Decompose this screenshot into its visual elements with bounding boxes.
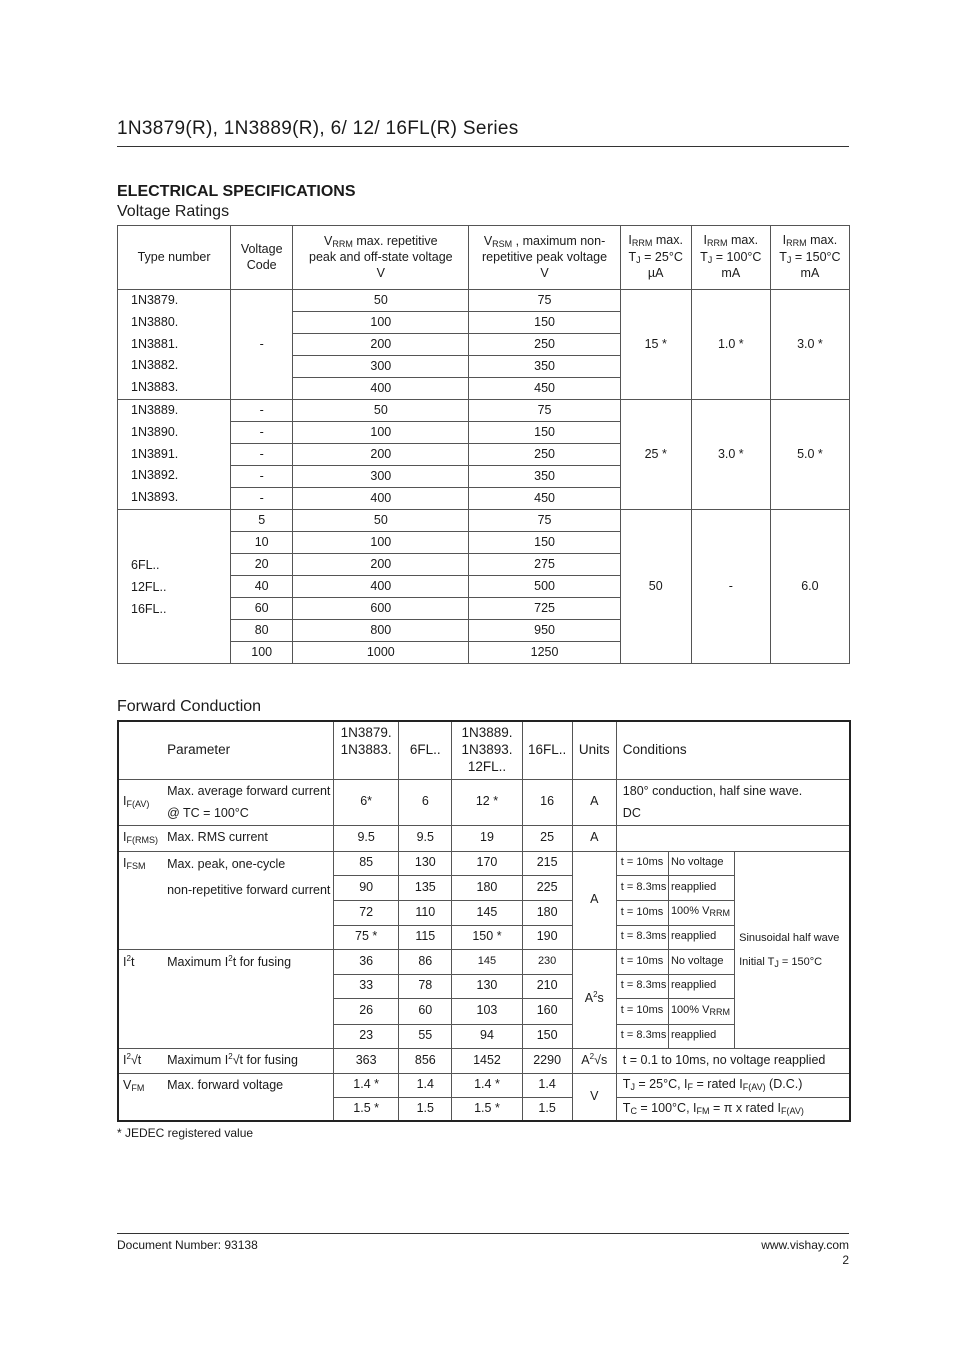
cell: 400 (293, 576, 469, 598)
header-units: Units (572, 721, 616, 779)
cell: t = 10ms (616, 998, 668, 1024)
sine-conditions: Sinusoidal half wave Initial $T_J = 150^\circ C$ (735, 851, 850, 1048)
vfm-row (118, 1073, 850, 1097)
i2t-unit: $A^2s$ (572, 949, 616, 1048)
header-col3: 1N3889. 1N3893. 12FL.. (452, 721, 522, 779)
cell: 350 (469, 356, 620, 378)
i2t-desc: Maximum $I^2t$ for fusing (163, 949, 333, 1048)
cell: 19 (452, 825, 522, 851)
header-voltage-code: Voltage Code (231, 226, 293, 290)
cell: - (231, 400, 293, 422)
cell: 450 (469, 488, 620, 510)
cell: 50 (293, 510, 469, 532)
cell: 350 (469, 466, 620, 488)
cell: 200 (293, 554, 469, 576)
cell: 1.5 (522, 1097, 572, 1121)
cell: 6* (334, 779, 399, 825)
cell: 450 (469, 378, 620, 400)
cell: 94 (452, 1024, 522, 1048)
voltage-header-row (118, 226, 850, 290)
cell: 190 (522, 925, 572, 949)
cell: 950 (469, 620, 620, 642)
table-row (118, 510, 850, 532)
cell: 80 (231, 620, 293, 642)
ifrms-row (118, 825, 850, 851)
i2rt-conditions: t = 0.1 to 10ms, no voltage reapplied (616, 1048, 850, 1073)
cell: 1.4 (522, 1073, 572, 1097)
cell: - (231, 466, 293, 488)
cell: 100 (231, 642, 293, 664)
ifsm-unit: A (572, 851, 616, 949)
group3-irrm25: 50 (620, 510, 691, 664)
cell: 100% $V_{RRM}$ (668, 998, 734, 1024)
vfm-unit: V (572, 1073, 616, 1121)
cell: - (231, 488, 293, 510)
cell: 40 (231, 576, 293, 598)
cell: 150 (469, 312, 620, 334)
cell: 180 (522, 900, 572, 925)
group1-irrm100: 1.0 * (691, 290, 770, 400)
cell: t = 10ms (616, 949, 668, 974)
cell: 6 (399, 779, 452, 825)
header-irrm-100: $I_{RRM}$ max. $T_J = 100^\circ C$ mA (691, 226, 770, 290)
group3-irrm100: - (691, 510, 770, 664)
ifav-row (118, 779, 850, 825)
i2rt-symbol: $I^2√t$ (118, 1048, 163, 1073)
cell: 300 (293, 356, 469, 378)
cell: t = 8.3ms (616, 875, 668, 900)
section-title: ELECTRICAL SPECIFICATIONS (117, 183, 356, 200)
group3-types: 6FL.. 12FL.. 16FL.. (118, 510, 231, 664)
cell: 210 (522, 974, 572, 998)
cell: 20 (231, 554, 293, 576)
header-type-number: Type number (118, 226, 231, 290)
cell: 800 (293, 620, 469, 642)
cell: 85 (334, 851, 399, 875)
header-symbol (118, 721, 163, 779)
page-title: 1N3879(R), 1N3889(R), 6/ 12/ 16FL(R) Series (117, 118, 519, 139)
cell: 500 (469, 576, 620, 598)
group1-irrm150: 3.0 * (770, 290, 849, 400)
cell: 160 (522, 998, 572, 1024)
cell: 23 (334, 1024, 399, 1048)
vfm-desc: Max. forward voltage (163, 1073, 333, 1121)
cell: 55 (399, 1024, 452, 1048)
header-col1: 1N3879. 1N3883. (334, 721, 399, 779)
header-col4: 16FL.. (522, 721, 572, 779)
cell: 230 (522, 949, 572, 974)
ifav-conditions: 180° conduction, half sine wave. DC (616, 779, 850, 825)
cell: 78 (399, 974, 452, 998)
cell: 75 (469, 510, 620, 532)
cell: 1250 (469, 642, 620, 664)
cell: 170 (452, 851, 522, 875)
cell: 250 (469, 444, 620, 466)
page-number: 2 (842, 1253, 849, 1267)
document-number: Document Number: 93138 (117, 1238, 258, 1252)
ifsm-symbol: $I_{FSM}$ (118, 851, 163, 949)
cell: 26 (334, 998, 399, 1024)
cell: reapplied (668, 974, 734, 998)
table-row (118, 400, 850, 422)
cell: 2290 (522, 1048, 572, 1073)
cell: 100 (293, 422, 469, 444)
cell: 225 (522, 875, 572, 900)
header-vrsm: $V_{RSM}$ , maximum non- repetitive peak voltage V (469, 226, 620, 290)
i2rt-row (118, 1048, 850, 1073)
voltage-ratings-table (117, 225, 850, 664)
cell: 1.4 * (334, 1073, 399, 1097)
group1-code: - (231, 290, 293, 400)
group1-irrm25: 15 * (620, 290, 691, 400)
title-divider (117, 146, 849, 147)
cell: 145 (452, 949, 522, 974)
i2rt-unit: $A^2√s$ (572, 1048, 616, 1073)
cell: 12 * (452, 779, 522, 825)
website-link[interactable]: www.vishay.com (761, 1238, 849, 1252)
cell: 75 * (334, 925, 399, 949)
cell: No voltage (668, 851, 734, 875)
ifrms-symbol: $I_{F(RMS)}$ (118, 825, 163, 851)
cell: 250 (469, 334, 620, 356)
cell: 145 (452, 900, 522, 925)
header-vrrm: $V_{RRM}$ max. repetitive peak and off-state voltage V (293, 226, 469, 290)
group2-irrm25: 25 * (620, 400, 691, 510)
cell: 180 (452, 875, 522, 900)
cell: 5 (231, 510, 293, 532)
cell: 16 (522, 779, 572, 825)
cell: 33 (334, 974, 399, 998)
cell: 215 (522, 851, 572, 875)
cell: 75 (469, 290, 620, 312)
cell: 400 (293, 488, 469, 510)
cell: A (572, 825, 616, 851)
cell: 72 (334, 900, 399, 925)
cell: 1000 (293, 642, 469, 664)
cell: A (572, 779, 616, 825)
cell: 130 (399, 851, 452, 875)
cell: 9.5 (334, 825, 399, 851)
cell: 115 (399, 925, 452, 949)
cell: 36 (334, 949, 399, 974)
cell: - (231, 422, 293, 444)
i2rt-desc: Maximum $I^2√t$ for fusing (163, 1048, 333, 1073)
ifrms-conditions (616, 825, 850, 851)
cell: 150 * (452, 925, 522, 949)
cell: 86 (399, 949, 452, 974)
header-irrm-25: $I_{RRM}$ max. $T_J = 25^\circ C$ µA (620, 226, 691, 290)
cell: 200 (293, 334, 469, 356)
forward-conduction-table (117, 720, 851, 1122)
cell: 1.5 * (452, 1097, 522, 1121)
cell: 75 (469, 400, 620, 422)
ifrms-desc: Max. RMS current (163, 825, 333, 851)
footer-divider (117, 1233, 849, 1234)
header-irrm-150: $I_{RRM}$ max. $T_J = 150^\circ C$ mA (770, 226, 849, 290)
header-col2: 6FL.. (399, 721, 452, 779)
cell: - (231, 444, 293, 466)
header-parameter: Parameter (163, 721, 333, 779)
ifsm-desc: Max. peak, one-cycle non-repetitive forward current (163, 851, 333, 949)
cell: 103 (452, 998, 522, 1024)
ifav-desc: Max. average forward current @ TC = 100°C (163, 779, 333, 825)
vfm-symbol: $V_{FM}$ (118, 1073, 163, 1121)
cell: 1.5 (399, 1097, 452, 1121)
cell: 856 (399, 1048, 452, 1073)
cell: 100% $V_{RRM}$ (668, 900, 734, 925)
cell: t = 8.3ms (616, 925, 668, 949)
group2-irrm150: 5.0 * (770, 400, 849, 510)
ifsm-row (118, 851, 850, 875)
cell: 363 (334, 1048, 399, 1073)
cell: t = 10ms (616, 851, 668, 875)
cell: reapplied (668, 925, 734, 949)
cell: 300 (293, 466, 469, 488)
i2t-symbol: $I^2t$ (118, 949, 163, 1048)
cell: reapplied (668, 875, 734, 900)
cell: 90 (334, 875, 399, 900)
table-row (118, 290, 850, 312)
cell: 200 (293, 444, 469, 466)
cell: 50 (293, 290, 469, 312)
cell: 150 (469, 532, 620, 554)
cell: 275 (469, 554, 620, 576)
cell: reapplied (668, 1024, 734, 1048)
cell: t = 10ms (616, 900, 668, 925)
cell: 400 (293, 378, 469, 400)
cell: 10 (231, 532, 293, 554)
cell: 150 (522, 1024, 572, 1048)
cell: 9.5 (399, 825, 452, 851)
cell: 600 (293, 598, 469, 620)
cell: 150 (469, 422, 620, 444)
ifav-symbol: $I_{F(AV)}$ (118, 779, 163, 825)
cell: 100 (293, 312, 469, 334)
cell: 60 (231, 598, 293, 620)
cell: 725 (469, 598, 620, 620)
group2-irrm100: 3.0 * (691, 400, 770, 510)
cell: t = 8.3ms (616, 1024, 668, 1048)
cell: 100 (293, 532, 469, 554)
vfm-cond1: $T_J = 25^\circ C$, $I_F$ = rated $I_{F(AV)}$ (D.C.) (616, 1073, 850, 1097)
cell: 60 (399, 998, 452, 1024)
cell: 1.5 * (334, 1097, 399, 1121)
header-conditions: Conditions (616, 721, 850, 779)
cell: 25 (522, 825, 572, 851)
voltage-ratings-title: Voltage Ratings (117, 203, 230, 220)
footnote: * JEDEC registered value (117, 1126, 254, 1140)
vfm-cond2: $T_C = 100^\circ C$, $I_{FM} = \pi$ x rated $I_{F(AV)}$ (616, 1097, 850, 1121)
group1-types: 1N3879. 1N3880. 1N3881. 1N3882. 1N3883. (118, 290, 231, 400)
cell: 1.4 (399, 1073, 452, 1097)
cell: 130 (452, 974, 522, 998)
cell: 50 (293, 400, 469, 422)
cell: 110 (399, 900, 452, 925)
group3-irrm150: 6.0 (770, 510, 849, 664)
cell: No voltage (668, 949, 734, 974)
group2-types: 1N3889. 1N3890. 1N3891. 1N3892. 1N3893. (118, 400, 231, 510)
cell: 1.4 * (452, 1073, 522, 1097)
cell: 1452 (452, 1048, 522, 1073)
cell: t = 8.3ms (616, 974, 668, 998)
forward-header-row (118, 721, 850, 779)
forward-conduction-title: Forward Conduction (117, 698, 262, 715)
cell: 135 (399, 875, 452, 900)
